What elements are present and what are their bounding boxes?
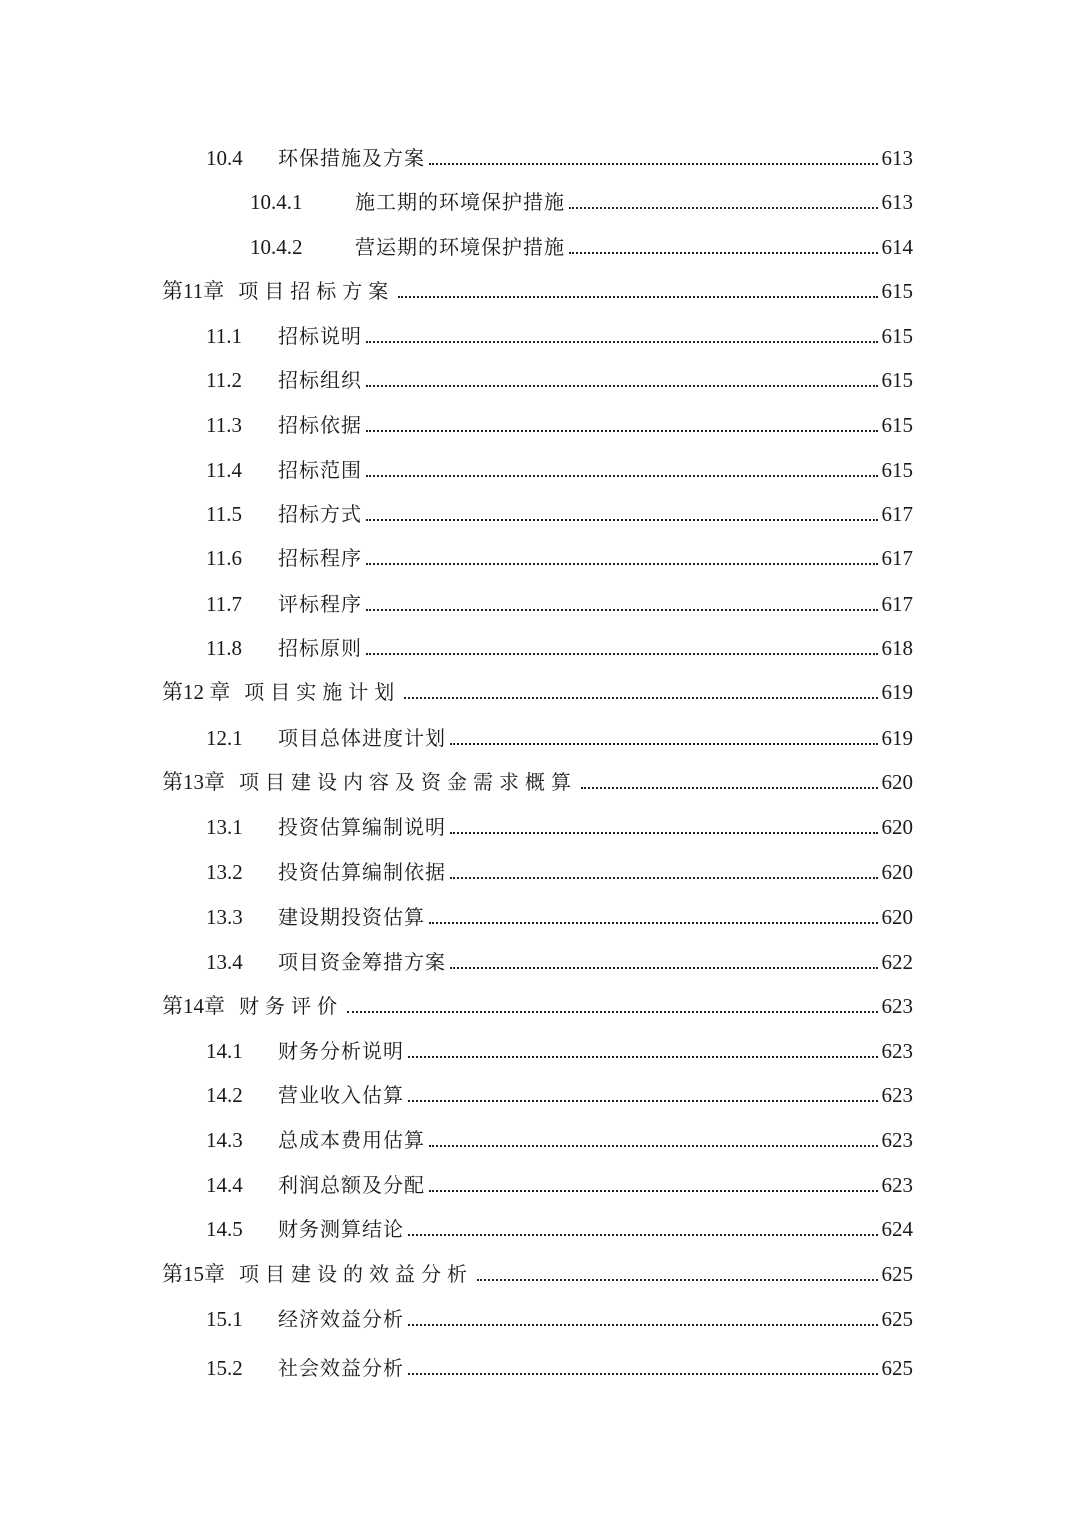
toc-entry[interactable] [206, 403, 913, 437]
toc-number: 10.4.2 [250, 235, 303, 259]
toc-number: 14.1 [206, 1039, 243, 1063]
toc-title: 财务分析说明 [278, 1039, 404, 1063]
toc-page-number: 623 [881, 1128, 913, 1152]
dot-leader [569, 207, 878, 209]
toc-page-number: 617 [881, 592, 913, 616]
dot-leader [450, 967, 878, 969]
dot-leader [408, 1100, 878, 1102]
toc-entry[interactable] [206, 1118, 913, 1152]
toc-page-number: 620 [881, 905, 913, 929]
toc-number: 10.4 [206, 146, 243, 170]
toc-number: 14.3 [206, 1128, 243, 1152]
toc-page-number: 623 [881, 1173, 913, 1197]
toc-title: 建设期投资估算 [278, 905, 425, 929]
toc-entry[interactable] [206, 536, 913, 570]
toc-entry[interactable] [206, 492, 913, 526]
toc-page-number: 625 [881, 1262, 913, 1286]
dot-leader [366, 385, 878, 387]
dot-leader [398, 296, 877, 298]
toc-title: 经济效益分析 [278, 1307, 404, 1331]
toc-title: 投资估算编制说明 [278, 815, 446, 839]
toc-entry[interactable] [206, 716, 913, 750]
toc-title: 社会效益分析 [278, 1356, 404, 1380]
toc-entry[interactable] [206, 1163, 913, 1197]
dot-leader [477, 1279, 878, 1281]
dot-leader [366, 519, 878, 521]
dot-leader [347, 1011, 878, 1013]
toc-page-number: 619 [881, 680, 913, 704]
toc-title: 营运期的环境保护措施 [355, 235, 565, 259]
dot-leader [569, 252, 878, 254]
toc-title: 项目总体进度计划 [278, 726, 446, 750]
toc-chapter-entry[interactable] [162, 984, 913, 1018]
toc-title: 项目资金筹措方案 [278, 950, 446, 974]
toc-number: 13.4 [206, 950, 243, 974]
toc-entry[interactable] [206, 1029, 913, 1063]
toc-chapter-title: 项目建设内容及资金需求概算 [239, 770, 577, 794]
toc-title: 财务测算结论 [278, 1217, 404, 1241]
toc-number: 11.6 [206, 546, 242, 570]
toc-title: 招标说明 [278, 324, 362, 348]
toc-title: 招标程序 [278, 546, 362, 570]
toc-page-number: 620 [881, 815, 913, 839]
toc-entry[interactable] [206, 1073, 913, 1107]
toc-chapter-number: 第11章 [162, 279, 225, 303]
toc-chapter-entry[interactable] [162, 1252, 913, 1286]
dot-leader [429, 163, 878, 165]
toc-chapter-title: 项目建设的效益分析 [239, 1262, 473, 1286]
toc-page-number: 620 [881, 770, 913, 794]
toc-number: 13.3 [206, 905, 243, 929]
toc-entry[interactable] [206, 626, 913, 660]
toc-page-number: 613 [881, 146, 913, 170]
dot-leader [404, 697, 877, 699]
toc-entry[interactable] [206, 448, 913, 482]
toc-chapter-number: 第13章 [162, 770, 225, 794]
toc-title: 招标依据 [278, 413, 362, 437]
dot-leader [408, 1373, 878, 1375]
dot-leader [429, 1190, 878, 1192]
dot-leader [366, 563, 878, 565]
toc-page-number: 620 [881, 860, 913, 884]
dot-leader [581, 787, 878, 789]
toc-page-number: 615 [881, 324, 913, 348]
toc-chapter-title: 项目招标方案 [238, 279, 395, 303]
toc-page-number: 615 [881, 368, 913, 392]
dot-leader [366, 430, 878, 432]
dot-leader [429, 1145, 878, 1147]
toc-number: 15.2 [206, 1356, 243, 1380]
toc-number: 13.1 [206, 815, 243, 839]
toc-title: 招标原则 [278, 636, 362, 660]
toc-title: 利润总额及分配 [278, 1173, 425, 1197]
toc-page-number: 623 [881, 1083, 913, 1107]
toc-entry[interactable] [206, 136, 913, 170]
toc-page-number: 615 [881, 413, 913, 437]
toc-page-number: 624 [881, 1217, 913, 1241]
toc-entry[interactable] [206, 805, 913, 839]
dot-leader [366, 609, 878, 611]
toc-number: 14.4 [206, 1173, 243, 1197]
toc-entry[interactable] [206, 314, 913, 348]
dot-leader [366, 475, 878, 477]
toc-page-number: 617 [881, 546, 913, 570]
toc-chapter-number: 第14章 [162, 994, 225, 1018]
toc-title: 投资估算编制依据 [278, 860, 446, 884]
dot-leader [450, 743, 878, 745]
toc-page-number: 625 [881, 1356, 913, 1380]
dot-leader [366, 653, 878, 655]
toc-page-number: 615 [881, 458, 913, 482]
toc-entry[interactable] [206, 895, 913, 929]
toc-number: 13.2 [206, 860, 243, 884]
toc-entry[interactable] [250, 180, 913, 214]
toc-entry[interactable] [206, 1207, 913, 1241]
toc-title: 营业收入估算 [278, 1083, 404, 1107]
dot-leader [408, 1234, 878, 1236]
toc-chapter-number: 第15章 [162, 1262, 225, 1286]
toc-page-number: 617 [881, 502, 913, 526]
toc-title: 招标组织 [278, 368, 362, 392]
toc-entry[interactable] [250, 225, 913, 259]
dot-leader [450, 832, 878, 834]
toc-chapter-entry[interactable] [162, 269, 913, 303]
toc-page-number: 619 [881, 726, 913, 750]
dot-leader [429, 922, 878, 924]
toc-page-number: 622 [881, 950, 913, 974]
toc-title: 总成本费用估算 [278, 1128, 425, 1152]
toc-chapter-number: 第12 章 [162, 680, 231, 704]
toc-number: 11.4 [206, 458, 242, 482]
toc-number: 11.8 [206, 636, 242, 660]
toc-number: 11.5 [206, 502, 242, 526]
toc-chapter-entry[interactable] [162, 760, 913, 794]
toc-entry[interactable] [206, 1297, 913, 1331]
toc-number: 12.1 [206, 726, 243, 750]
toc-entry[interactable] [206, 358, 913, 392]
toc-page-number: 625 [881, 1307, 913, 1331]
toc-page-number: 623 [881, 994, 913, 1018]
toc-entry[interactable] [206, 582, 913, 616]
toc-number: 11.7 [206, 592, 242, 616]
toc-entry[interactable] [206, 940, 913, 974]
toc-page-number: 623 [881, 1039, 913, 1063]
toc-number: 14.5 [206, 1217, 243, 1241]
toc-number: 11.2 [206, 368, 242, 392]
toc-title: 评标程序 [278, 592, 362, 616]
toc-number: 10.4.1 [250, 190, 303, 214]
dot-leader [450, 877, 878, 879]
toc-title: 环保措施及方案 [278, 146, 425, 170]
toc-page-number: 618 [881, 636, 913, 660]
toc-chapter-title: 项目实施计划 [244, 680, 401, 704]
toc-number: 14.2 [206, 1083, 243, 1107]
dot-leader [408, 1056, 878, 1058]
toc-page-number: 615 [881, 279, 913, 303]
toc-entry[interactable] [206, 1346, 913, 1380]
toc-title: 施工期的环境保护措施 [355, 190, 565, 214]
toc-title: 招标范围 [278, 458, 362, 482]
toc-entry[interactable] [206, 850, 913, 884]
toc-page-number: 613 [881, 190, 913, 214]
toc-chapter-entry[interactable] [162, 670, 913, 704]
toc-number: 11.3 [206, 413, 242, 437]
toc-page-number: 614 [881, 235, 913, 259]
dot-leader [408, 1324, 878, 1326]
toc-chapter-title: 财务评价 [239, 994, 343, 1018]
toc-title: 招标方式 [278, 502, 362, 526]
toc-number: 11.1 [206, 324, 242, 348]
toc-number: 15.1 [206, 1307, 243, 1331]
dot-leader [366, 341, 878, 343]
